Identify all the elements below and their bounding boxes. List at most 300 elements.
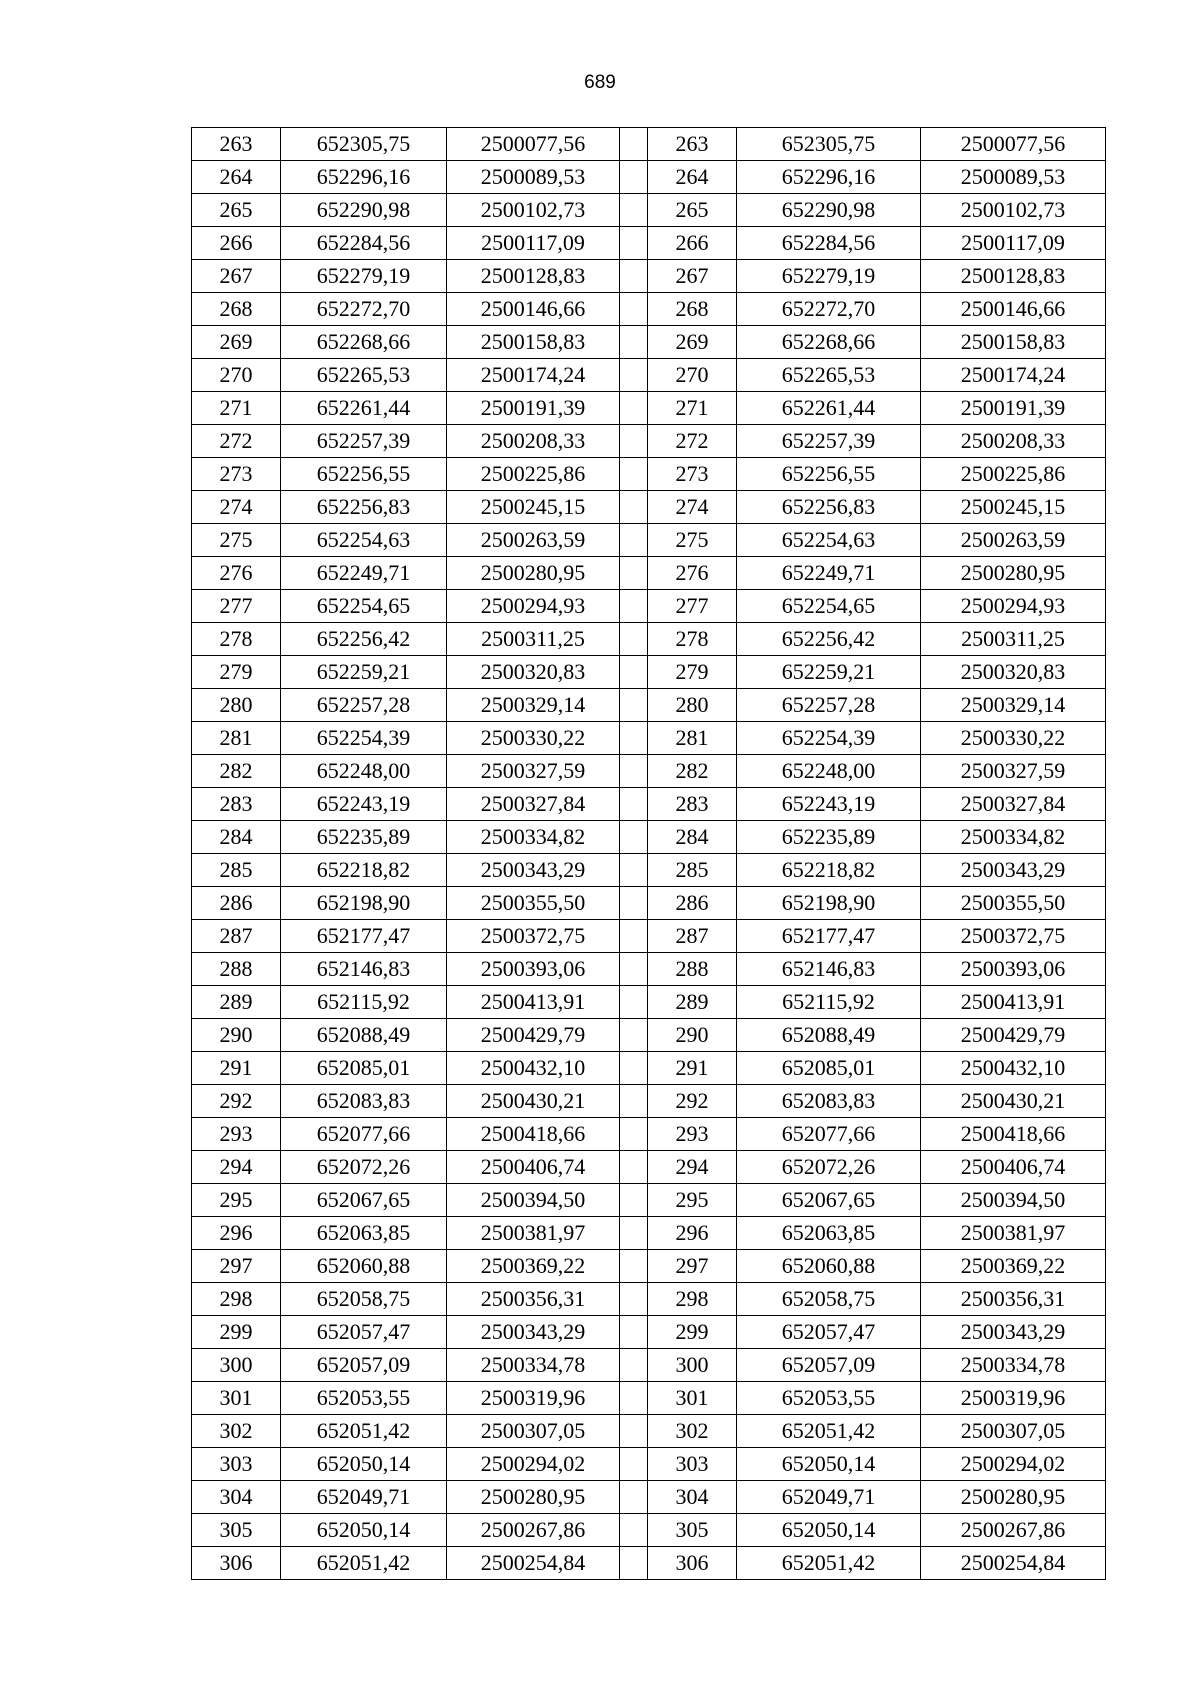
spacer-cell	[620, 854, 648, 887]
right-x-coordinate-cell: 652060,88	[737, 1250, 921, 1283]
right-point-number-cell: 302	[648, 1415, 737, 1448]
right-point-number-cell: 292	[648, 1085, 737, 1118]
right-point-number-cell: 295	[648, 1184, 737, 1217]
left-y-coordinate-cell: 2500191,39	[447, 392, 620, 425]
table-row	[192, 557, 1106, 590]
right-x-coordinate-cell: 652235,89	[737, 821, 921, 854]
left-y-coordinate-cell: 2500117,09	[447, 227, 620, 260]
right-point-number-cell: 287	[648, 920, 737, 953]
left-y-coordinate-cell: 2500280,95	[447, 557, 620, 590]
right-x-coordinate-cell: 652259,21	[737, 656, 921, 689]
spacer-cell	[620, 1217, 648, 1250]
left-y-coordinate-cell: 2500330,22	[447, 722, 620, 755]
left-x-coordinate-cell: 652057,47	[281, 1316, 447, 1349]
right-x-coordinate-cell: 652256,42	[737, 623, 921, 656]
spacer-cell	[620, 821, 648, 854]
left-x-coordinate-cell: 652279,19	[281, 260, 447, 293]
left-x-coordinate-cell: 652051,42	[281, 1415, 447, 1448]
left-point-number-cell: 276	[192, 557, 281, 590]
left-x-coordinate-cell: 652067,65	[281, 1184, 447, 1217]
left-y-coordinate-cell: 2500381,97	[447, 1217, 620, 1250]
right-y-coordinate-cell: 2500280,95	[921, 557, 1106, 590]
left-y-coordinate-cell: 2500267,86	[447, 1514, 620, 1547]
spacer-cell	[620, 1448, 648, 1481]
right-x-coordinate-cell: 652254,65	[737, 590, 921, 623]
right-y-coordinate-cell: 2500329,14	[921, 689, 1106, 722]
left-point-number-cell: 300	[192, 1349, 281, 1382]
left-x-coordinate-cell: 652265,53	[281, 359, 447, 392]
left-point-number-cell: 290	[192, 1019, 281, 1052]
right-y-coordinate-cell: 2500327,84	[921, 788, 1106, 821]
spacer-cell	[620, 656, 648, 689]
right-y-coordinate-cell: 2500245,15	[921, 491, 1106, 524]
right-y-coordinate-cell: 2500311,25	[921, 623, 1106, 656]
table-row	[192, 1118, 1106, 1151]
table-row	[192, 854, 1106, 887]
right-x-coordinate-cell: 652279,19	[737, 260, 921, 293]
right-y-coordinate-cell: 2500158,83	[921, 326, 1106, 359]
table-row	[192, 425, 1106, 458]
spacer-cell	[620, 458, 648, 491]
right-y-coordinate-cell: 2500355,50	[921, 887, 1106, 920]
left-y-coordinate-cell: 2500225,86	[447, 458, 620, 491]
left-x-coordinate-cell: 652088,49	[281, 1019, 447, 1052]
right-point-number-cell: 266	[648, 227, 737, 260]
right-x-coordinate-cell: 652248,00	[737, 755, 921, 788]
right-x-coordinate-cell: 652072,26	[737, 1151, 921, 1184]
table-row	[192, 1217, 1106, 1250]
right-x-coordinate-cell: 652305,75	[737, 128, 921, 161]
left-point-number-cell: 280	[192, 689, 281, 722]
right-point-number-cell: 279	[648, 656, 737, 689]
left-x-coordinate-cell: 652256,42	[281, 623, 447, 656]
right-y-coordinate-cell: 2500254,84	[921, 1547, 1106, 1580]
right-x-coordinate-cell: 652296,16	[737, 161, 921, 194]
right-y-coordinate-cell: 2500418,66	[921, 1118, 1106, 1151]
right-point-number-cell: 273	[648, 458, 737, 491]
right-y-coordinate-cell: 2500327,59	[921, 755, 1106, 788]
left-y-coordinate-cell: 2500263,59	[447, 524, 620, 557]
left-y-coordinate-cell: 2500327,84	[447, 788, 620, 821]
left-y-coordinate-cell: 2500128,83	[447, 260, 620, 293]
left-point-number-cell: 284	[192, 821, 281, 854]
right-x-coordinate-cell: 652050,14	[737, 1514, 921, 1547]
left-point-number-cell: 263	[192, 128, 281, 161]
left-point-number-cell: 298	[192, 1283, 281, 1316]
spacer-cell	[620, 227, 648, 260]
left-y-coordinate-cell: 2500319,96	[447, 1382, 620, 1415]
right-y-coordinate-cell: 2500356,31	[921, 1283, 1106, 1316]
table-row	[192, 194, 1106, 227]
left-x-coordinate-cell: 652063,85	[281, 1217, 447, 1250]
table-row	[192, 986, 1106, 1019]
right-y-coordinate-cell: 2500146,66	[921, 293, 1106, 326]
right-y-coordinate-cell: 2500294,02	[921, 1448, 1106, 1481]
table-row	[192, 623, 1106, 656]
right-x-coordinate-cell: 652057,09	[737, 1349, 921, 1382]
left-point-number-cell: 304	[192, 1481, 281, 1514]
left-point-number-cell: 264	[192, 161, 281, 194]
left-point-number-cell: 297	[192, 1250, 281, 1283]
right-x-coordinate-cell: 652051,42	[737, 1547, 921, 1580]
left-x-coordinate-cell: 652261,44	[281, 392, 447, 425]
spacer-cell	[620, 1349, 648, 1382]
spacer-cell	[620, 392, 648, 425]
right-point-number-cell: 305	[648, 1514, 737, 1547]
spacer-cell	[620, 1514, 648, 1547]
left-y-coordinate-cell: 2500334,82	[447, 821, 620, 854]
left-x-coordinate-cell: 652272,70	[281, 293, 447, 326]
left-x-coordinate-cell: 652077,66	[281, 1118, 447, 1151]
spacer-cell	[620, 128, 648, 161]
right-x-coordinate-cell: 652088,49	[737, 1019, 921, 1052]
table-row	[192, 326, 1106, 359]
right-point-number-cell: 286	[648, 887, 737, 920]
right-point-number-cell: 267	[648, 260, 737, 293]
left-x-coordinate-cell: 652254,63	[281, 524, 447, 557]
left-point-number-cell: 270	[192, 359, 281, 392]
right-y-coordinate-cell: 2500343,29	[921, 854, 1106, 887]
right-point-number-cell: 285	[648, 854, 737, 887]
right-x-coordinate-cell: 652146,83	[737, 953, 921, 986]
left-point-number-cell: 292	[192, 1085, 281, 1118]
right-point-number-cell: 290	[648, 1019, 737, 1052]
right-point-number-cell: 282	[648, 755, 737, 788]
left-y-coordinate-cell: 2500429,79	[447, 1019, 620, 1052]
left-point-number-cell: 301	[192, 1382, 281, 1415]
right-y-coordinate-cell: 2500372,75	[921, 920, 1106, 953]
right-x-coordinate-cell: 652083,83	[737, 1085, 921, 1118]
spacer-cell	[620, 623, 648, 656]
left-point-number-cell: 278	[192, 623, 281, 656]
table-row	[192, 260, 1106, 293]
right-point-number-cell: 303	[648, 1448, 737, 1481]
table-row	[192, 1547, 1106, 1580]
left-point-number-cell: 282	[192, 755, 281, 788]
left-point-number-cell: 306	[192, 1547, 281, 1580]
page-number: 689	[584, 72, 616, 93]
left-y-coordinate-cell: 2500329,14	[447, 689, 620, 722]
right-point-number-cell: 277	[648, 590, 737, 623]
table-row	[192, 524, 1106, 557]
left-x-coordinate-cell: 652050,14	[281, 1448, 447, 1481]
left-point-number-cell: 303	[192, 1448, 281, 1481]
spacer-cell	[620, 722, 648, 755]
left-y-coordinate-cell: 2500208,33	[447, 425, 620, 458]
left-x-coordinate-cell: 652198,90	[281, 887, 447, 920]
table-row	[192, 755, 1106, 788]
right-y-coordinate-cell: 2500334,78	[921, 1349, 1106, 1382]
table-row	[192, 722, 1106, 755]
spacer-cell	[620, 194, 648, 227]
right-point-number-cell: 280	[648, 689, 737, 722]
right-point-number-cell: 296	[648, 1217, 737, 1250]
right-y-coordinate-cell: 2500102,73	[921, 194, 1106, 227]
spacer-cell	[620, 1481, 648, 1514]
right-x-coordinate-cell: 652272,70	[737, 293, 921, 326]
right-y-coordinate-cell: 2500334,82	[921, 821, 1106, 854]
spacer-cell	[620, 689, 648, 722]
right-point-number-cell: 289	[648, 986, 737, 1019]
spacer-cell	[620, 1415, 648, 1448]
table-row	[192, 161, 1106, 194]
left-point-number-cell: 296	[192, 1217, 281, 1250]
right-x-coordinate-cell: 652058,75	[737, 1283, 921, 1316]
right-x-coordinate-cell: 652249,71	[737, 557, 921, 590]
right-x-coordinate-cell: 652050,14	[737, 1448, 921, 1481]
right-x-coordinate-cell: 652268,66	[737, 326, 921, 359]
left-y-coordinate-cell: 2500430,21	[447, 1085, 620, 1118]
right-y-coordinate-cell: 2500267,86	[921, 1514, 1106, 1547]
left-point-number-cell: 275	[192, 524, 281, 557]
spacer-cell	[620, 293, 648, 326]
right-x-coordinate-cell: 652257,39	[737, 425, 921, 458]
left-y-coordinate-cell: 2500394,50	[447, 1184, 620, 1217]
left-x-coordinate-cell: 652256,55	[281, 458, 447, 491]
left-y-coordinate-cell: 2500413,91	[447, 986, 620, 1019]
left-x-coordinate-cell: 652060,88	[281, 1250, 447, 1283]
left-y-coordinate-cell: 2500158,83	[447, 326, 620, 359]
right-x-coordinate-cell: 652063,85	[737, 1217, 921, 1250]
left-y-coordinate-cell: 2500393,06	[447, 953, 620, 986]
right-point-number-cell: 297	[648, 1250, 737, 1283]
right-y-coordinate-cell: 2500393,06	[921, 953, 1106, 986]
right-point-number-cell: 263	[648, 128, 737, 161]
right-point-number-cell: 293	[648, 1118, 737, 1151]
spacer-cell	[620, 1250, 648, 1283]
left-point-number-cell: 273	[192, 458, 281, 491]
left-x-coordinate-cell: 652177,47	[281, 920, 447, 953]
left-y-coordinate-cell: 2500327,59	[447, 755, 620, 788]
right-x-coordinate-cell: 652067,65	[737, 1184, 921, 1217]
spacer-cell	[620, 326, 648, 359]
spacer-cell	[620, 920, 648, 953]
left-x-coordinate-cell: 652257,28	[281, 689, 447, 722]
left-point-number-cell: 267	[192, 260, 281, 293]
right-point-number-cell: 275	[648, 524, 737, 557]
left-x-coordinate-cell: 652050,14	[281, 1514, 447, 1547]
left-point-number-cell: 288	[192, 953, 281, 986]
table-row	[192, 1184, 1106, 1217]
right-y-coordinate-cell: 2500208,33	[921, 425, 1106, 458]
spacer-cell	[620, 1019, 648, 1052]
table-row	[192, 920, 1106, 953]
left-point-number-cell: 291	[192, 1052, 281, 1085]
right-x-coordinate-cell: 652256,55	[737, 458, 921, 491]
right-y-coordinate-cell: 2500413,91	[921, 986, 1106, 1019]
right-x-coordinate-cell: 652257,28	[737, 689, 921, 722]
left-x-coordinate-cell: 652058,75	[281, 1283, 447, 1316]
spacer-cell	[620, 1316, 648, 1349]
left-point-number-cell: 283	[192, 788, 281, 821]
left-y-coordinate-cell: 2500294,02	[447, 1448, 620, 1481]
left-y-coordinate-cell: 2500418,66	[447, 1118, 620, 1151]
right-y-coordinate-cell: 2500343,29	[921, 1316, 1106, 1349]
left-y-coordinate-cell: 2500102,73	[447, 194, 620, 227]
left-x-coordinate-cell: 652254,65	[281, 590, 447, 623]
right-x-coordinate-cell: 652085,01	[737, 1052, 921, 1085]
left-point-number-cell: 265	[192, 194, 281, 227]
right-x-coordinate-cell: 652290,98	[737, 194, 921, 227]
right-point-number-cell: 306	[648, 1547, 737, 1580]
left-y-coordinate-cell: 2500311,25	[447, 623, 620, 656]
right-y-coordinate-cell: 2500263,59	[921, 524, 1106, 557]
left-x-coordinate-cell: 652290,98	[281, 194, 447, 227]
right-point-number-cell: 268	[648, 293, 737, 326]
table-row	[192, 656, 1106, 689]
table-row	[192, 491, 1106, 524]
right-x-coordinate-cell: 652198,90	[737, 887, 921, 920]
left-y-coordinate-cell: 2500432,10	[447, 1052, 620, 1085]
spacer-cell	[620, 161, 648, 194]
right-x-coordinate-cell: 652261,44	[737, 392, 921, 425]
left-x-coordinate-cell: 652083,83	[281, 1085, 447, 1118]
spacer-cell	[620, 788, 648, 821]
left-x-coordinate-cell: 652259,21	[281, 656, 447, 689]
spacer-cell	[620, 1052, 648, 1085]
spacer-cell	[620, 425, 648, 458]
right-y-coordinate-cell: 2500430,21	[921, 1085, 1106, 1118]
table-row	[192, 1415, 1106, 1448]
right-y-coordinate-cell: 2500077,56	[921, 128, 1106, 161]
left-y-coordinate-cell: 2500089,53	[447, 161, 620, 194]
right-x-coordinate-cell: 652115,92	[737, 986, 921, 1019]
spacer-cell	[620, 1382, 648, 1415]
left-y-coordinate-cell: 2500334,78	[447, 1349, 620, 1382]
left-y-coordinate-cell: 2500355,50	[447, 887, 620, 920]
left-y-coordinate-cell: 2500372,75	[447, 920, 620, 953]
table-row	[192, 1316, 1106, 1349]
left-point-number-cell: 289	[192, 986, 281, 1019]
table-row	[192, 1250, 1106, 1283]
right-point-number-cell: 278	[648, 623, 737, 656]
left-x-coordinate-cell: 652284,56	[281, 227, 447, 260]
left-y-coordinate-cell: 2500280,95	[447, 1481, 620, 1514]
spacer-cell	[620, 524, 648, 557]
right-y-coordinate-cell: 2500307,05	[921, 1415, 1106, 1448]
left-y-coordinate-cell: 2500343,29	[447, 1316, 620, 1349]
coordinates-table-body	[192, 128, 1106, 1580]
right-y-coordinate-cell: 2500369,22	[921, 1250, 1106, 1283]
table-row	[192, 1481, 1106, 1514]
left-point-number-cell: 287	[192, 920, 281, 953]
table-row	[192, 1151, 1106, 1184]
table-row	[192, 788, 1106, 821]
spacer-cell	[620, 1085, 648, 1118]
spacer-cell	[620, 1118, 648, 1151]
table-row	[192, 359, 1106, 392]
right-y-coordinate-cell: 2500432,10	[921, 1052, 1106, 1085]
left-point-number-cell: 305	[192, 1514, 281, 1547]
table-row	[192, 887, 1106, 920]
right-point-number-cell: 284	[648, 821, 737, 854]
left-point-number-cell: 285	[192, 854, 281, 887]
table-row	[192, 293, 1106, 326]
spacer-cell	[620, 1151, 648, 1184]
left-y-coordinate-cell: 2500307,05	[447, 1415, 620, 1448]
right-y-coordinate-cell: 2500117,09	[921, 227, 1106, 260]
right-point-number-cell: 274	[648, 491, 737, 524]
right-y-coordinate-cell: 2500280,95	[921, 1481, 1106, 1514]
left-x-coordinate-cell: 652296,16	[281, 161, 447, 194]
table-row	[192, 821, 1106, 854]
left-point-number-cell: 302	[192, 1415, 281, 1448]
left-y-coordinate-cell: 2500146,66	[447, 293, 620, 326]
left-point-number-cell: 271	[192, 392, 281, 425]
spacer-cell	[620, 260, 648, 293]
right-point-number-cell: 264	[648, 161, 737, 194]
right-point-number-cell: 271	[648, 392, 737, 425]
left-x-coordinate-cell: 652053,55	[281, 1382, 447, 1415]
table-row	[192, 1448, 1106, 1481]
left-x-coordinate-cell: 652115,92	[281, 986, 447, 1019]
left-x-coordinate-cell: 652305,75	[281, 128, 447, 161]
spacer-cell	[620, 1547, 648, 1580]
left-x-coordinate-cell: 652057,09	[281, 1349, 447, 1382]
right-point-number-cell: 300	[648, 1349, 737, 1382]
left-y-coordinate-cell: 2500245,15	[447, 491, 620, 524]
left-x-coordinate-cell: 652257,39	[281, 425, 447, 458]
right-point-number-cell: 265	[648, 194, 737, 227]
left-y-coordinate-cell: 2500320,83	[447, 656, 620, 689]
left-x-coordinate-cell: 652072,26	[281, 1151, 447, 1184]
table-row	[192, 1283, 1106, 1316]
left-y-coordinate-cell: 2500343,29	[447, 854, 620, 887]
right-y-coordinate-cell: 2500319,96	[921, 1382, 1106, 1415]
left-x-coordinate-cell: 652249,71	[281, 557, 447, 590]
left-x-coordinate-cell: 652256,83	[281, 491, 447, 524]
right-x-coordinate-cell: 652053,55	[737, 1382, 921, 1415]
table-row	[192, 1052, 1106, 1085]
right-point-number-cell: 272	[648, 425, 737, 458]
spacer-cell	[620, 953, 648, 986]
left-point-number-cell: 294	[192, 1151, 281, 1184]
coordinates-table	[191, 127, 1106, 1580]
spacer-cell	[620, 986, 648, 1019]
spacer-cell	[620, 557, 648, 590]
left-point-number-cell: 272	[192, 425, 281, 458]
left-y-coordinate-cell: 2500356,31	[447, 1283, 620, 1316]
table-row	[192, 458, 1106, 491]
right-point-number-cell: 294	[648, 1151, 737, 1184]
left-y-coordinate-cell: 2500254,84	[447, 1547, 620, 1580]
table-row	[192, 128, 1106, 161]
right-y-coordinate-cell: 2500128,83	[921, 260, 1106, 293]
left-x-coordinate-cell: 652049,71	[281, 1481, 447, 1514]
left-x-coordinate-cell: 652085,01	[281, 1052, 447, 1085]
left-point-number-cell: 295	[192, 1184, 281, 1217]
table-row	[192, 227, 1106, 260]
table-row	[192, 392, 1106, 425]
table-row	[192, 1382, 1106, 1415]
right-y-coordinate-cell: 2500394,50	[921, 1184, 1106, 1217]
spacer-cell	[620, 1184, 648, 1217]
left-y-coordinate-cell: 2500369,22	[447, 1250, 620, 1283]
table-row	[192, 590, 1106, 623]
spacer-cell	[620, 887, 648, 920]
left-point-number-cell: 277	[192, 590, 281, 623]
left-point-number-cell: 293	[192, 1118, 281, 1151]
table-row	[192, 1085, 1106, 1118]
left-x-coordinate-cell: 652243,19	[281, 788, 447, 821]
right-point-number-cell: 283	[648, 788, 737, 821]
left-y-coordinate-cell: 2500077,56	[447, 128, 620, 161]
left-point-number-cell: 274	[192, 491, 281, 524]
left-y-coordinate-cell: 2500174,24	[447, 359, 620, 392]
right-x-coordinate-cell: 652051,42	[737, 1415, 921, 1448]
left-point-number-cell: 281	[192, 722, 281, 755]
right-point-number-cell: 276	[648, 557, 737, 590]
